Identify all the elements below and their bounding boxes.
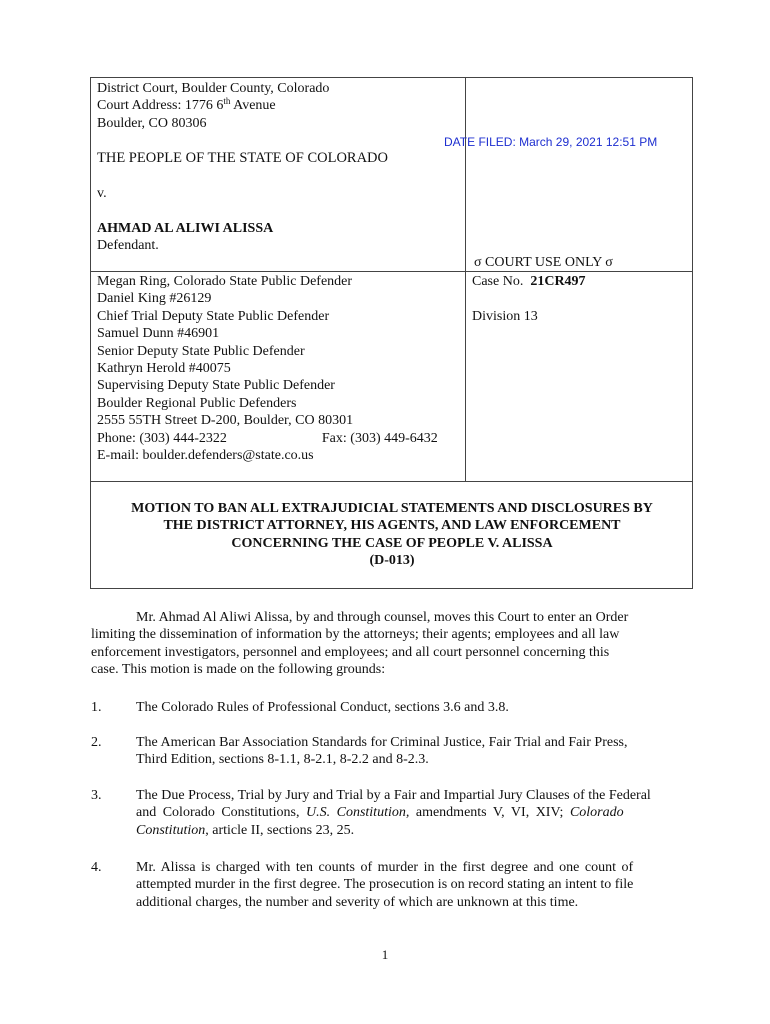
division: Division 13 [472,309,538,324]
motion-title-line: (D-013) [369,553,415,569]
ground-number: 4. [91,860,102,875]
ground-text [136,699,681,716]
court-city: Boulder, CO 80306 [97,115,207,131]
ground-number: 2. [91,735,102,750]
intro-line: limiting the dissemination of information by the attorneys; their agents; employees and all law [91,627,620,643]
date-filed-stamp: DATE FILED: March 29, 2021 12:51 PM [444,135,658,149]
counsel-phone: Phone: (303) 444-2322 [97,430,227,446]
counsel-line: Senior Deputy State Public Defender [97,343,305,359]
counsel-line: Supervising Deputy State Public Defender [97,378,335,394]
case-number: 21CR497 [530,274,586,289]
defendant-name: AHMAD AL ALIWI ALISSA [97,221,274,236]
counsel-line: Boulder Regional Public Defenders [97,395,297,411]
parties-block [97,150,388,167]
versus-block [97,185,107,202]
court-address: Court Address: 1776 6th Avenue [97,96,276,114]
counsel-line: 2555 55TH Street D-200, Boulder, CO 80301 [97,413,354,429]
intro-line: case. This motion is made on the following grounds: [91,662,386,678]
defendant-label: Defendant. [97,238,159,254]
counsel-contact [97,430,438,447]
court-name: District Court, Boulder County, Colorado [97,81,330,96]
intro-paragraph [91,609,683,679]
ground-line: and Colorado Constitutions, U.S. Constitution, amendments V, VI, XIV; Colorado [136,805,624,821]
counsel-line: Daniel King #26129 [97,291,212,307]
counsel-email: E-mail: boulder.defenders@state.co.us [97,448,314,464]
ground-text [136,734,681,769]
ground-line: attempted murder in the first degree. The prosecution is on record stating an intent to file [136,877,634,893]
ground-text [136,859,681,911]
intro-line: Mr. Ahmad Al Aliwi Alissa, by and through counsel, moves this Court to enter an Order [136,610,629,625]
ground-line: Constitution, article II, sections 23, 25. [136,822,355,838]
counsel-line: Samuel Dunn #46901 [97,326,220,342]
caption-divider-title [90,481,693,482]
versus: v. [97,186,107,201]
motion-title-line: MOTION TO BAN ALL EXTRAJUDICIAL STATEMENTS AND DISCLOSURES BY [131,501,653,516]
counsel-line: Kathryn Herold #40075 [97,361,231,377]
ground-line: The Due Process, Trial by Jury and Trial by a Fair and Impartial Jury Clauses of the Federal [136,788,651,803]
case-label: Case No. [472,274,524,289]
ground-line: Mr. Alissa is charged with ten counts of murder in the first degree and one count of [136,860,634,875]
ground-line: Third Edition, sections 8-1.1, 8-2.1, 8-2.2 and 8-2.3. [136,752,429,768]
ground-line: The Colorado Rules of Professional Conduct, sections 3.6 and 3.8. [136,700,509,715]
intro-line: enforcement investigators, personnel and employees; and all court personnel concerning this [91,644,610,660]
case-number-line [472,273,586,290]
motion-title-line: CONCERNING THE CASE OF PEOPLE V. ALISSA [231,535,553,551]
counsel-fax: Fax: (303) 449-6432 [321,430,438,446]
ground-line: The American Bar Association Standards for Criminal Justice, Fair Trial and Fair Press, [136,735,628,750]
motion-title-line: THE DISTRICT ATTORNEY, HIS AGENTS, AND LAW ENFORCEMENT [163,518,621,534]
counsel-line: Chief Trial Deputy State Public Defender [97,308,330,324]
page-number: 1 [381,947,389,962]
ground-number: 1. [91,700,102,715]
ground-line: additional charges, the number and severity of which are unknown at this time. [136,894,579,910]
motion-title [96,500,688,570]
counsel-line: Megan Ring, Colorado State Public Defender [97,274,353,289]
plaintiff: THE PEOPLE OF THE STATE OF COLORADO [97,150,388,166]
ground-number: 3. [91,788,102,803]
court-info [97,80,329,132]
defendant-block [97,220,273,255]
ground-text [136,787,681,839]
court-use-only: σ COURT USE ONLY σ [474,255,613,270]
counsel-block [97,273,438,464]
